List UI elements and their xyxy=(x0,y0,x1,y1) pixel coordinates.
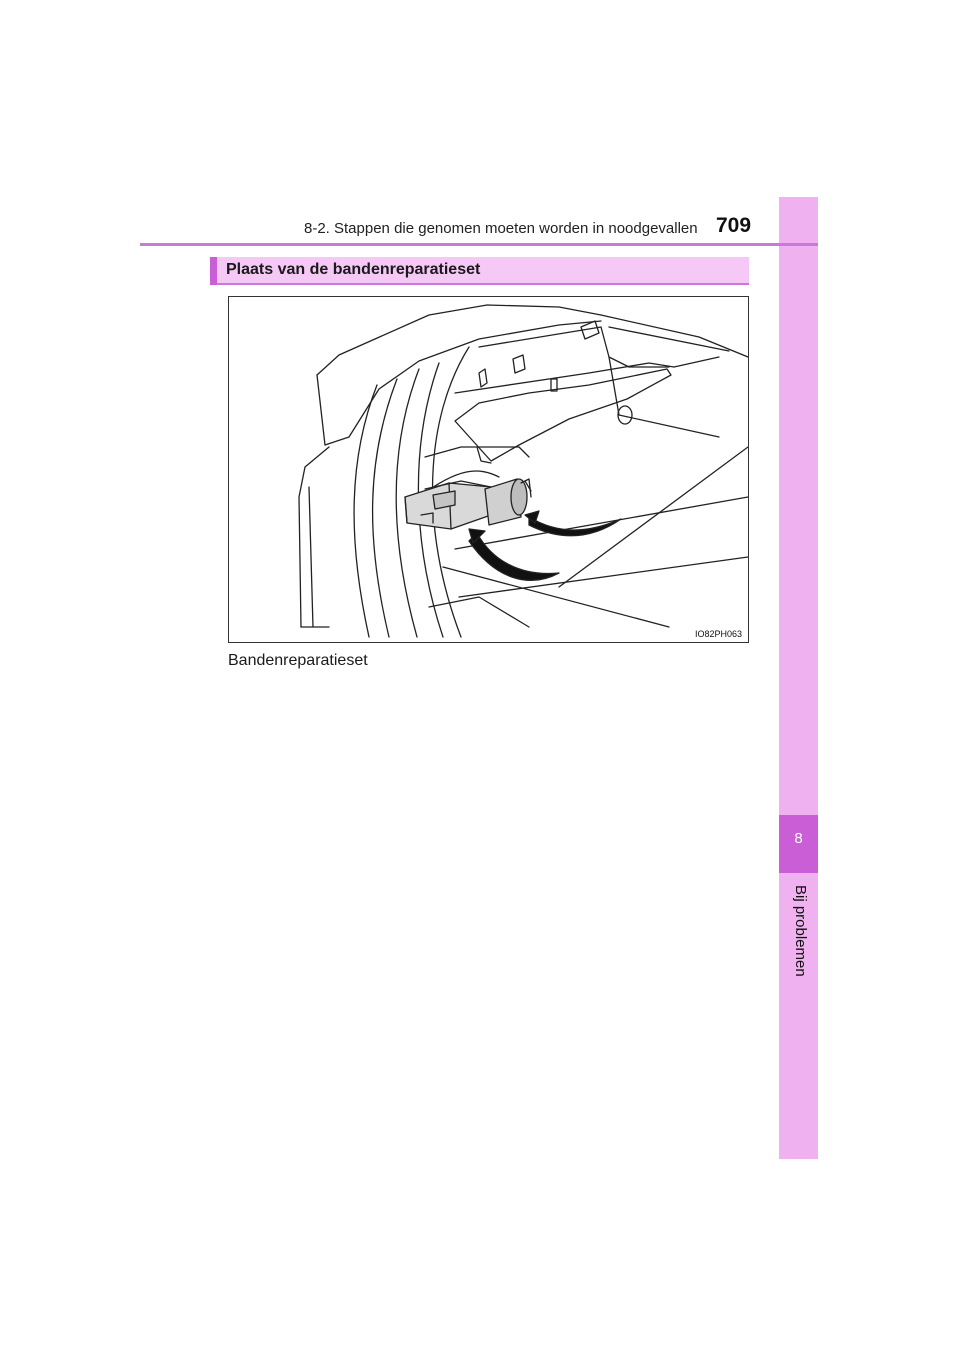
section-heading-text: Plaats van de bandenreparatieset xyxy=(226,261,481,278)
trunk-illustration xyxy=(228,296,749,643)
section-heading xyxy=(210,257,749,285)
running-header: 8-2. Stappen die genomen moeten worden in noodgevallen xyxy=(304,220,698,237)
chapter-title: Bij problemen xyxy=(792,885,809,977)
figure-caption: Bandenreparatieset xyxy=(228,652,368,669)
trunk-drawing xyxy=(229,297,748,642)
figure-code: IO82PH063 xyxy=(694,629,742,639)
chapter-side-tab xyxy=(779,197,818,1159)
chapter-number: 8 xyxy=(794,830,803,847)
header-rule xyxy=(140,243,818,246)
page-number: 709 xyxy=(716,214,752,237)
